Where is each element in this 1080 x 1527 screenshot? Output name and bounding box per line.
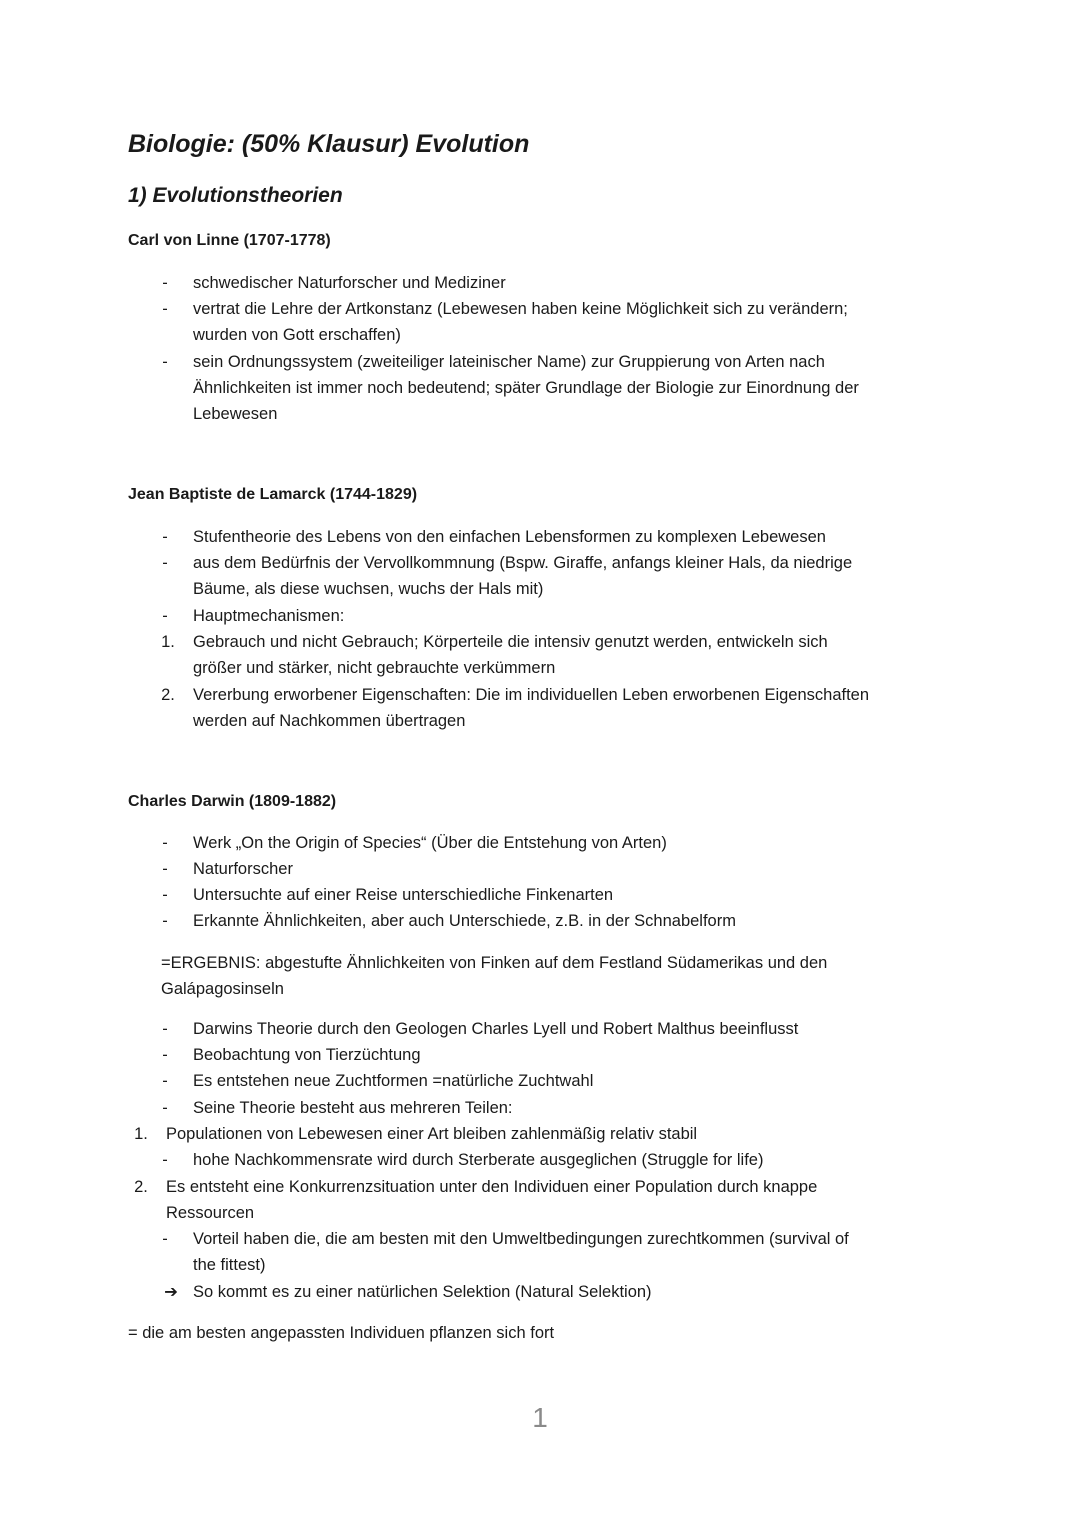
list-item: sein Ordnungssystem (zweiteiliger lateinischer Name) zur Gruppierung von Arten nach (193, 353, 825, 371)
list-item: Darwins Theorie durch den Geologen Charles Lyell und Robert Malthus beeinflusst (193, 1020, 799, 1038)
list-item: Stufentheorie des Lebens von den einfachen Lebensformen zu komplexen Lebewesen (193, 528, 826, 546)
list-number: 2. (161, 686, 175, 704)
list-item-continued: Ähnlichkeiten ist immer noch bedeutend; später Grundlage der Biologie zur Einordnung der (193, 379, 859, 397)
bullet-dash: - (162, 1230, 168, 1248)
list-number: 2. (134, 1178, 148, 1196)
numbered-item: Es entsteht eine Konkurrenzsituation unter den Individuen einer Population durch knappe (166, 1178, 818, 1196)
bullet-dash: - (162, 1151, 168, 1169)
bullet-dash: - (162, 607, 168, 625)
bullet-dash: - (162, 1099, 168, 1117)
linne-heading: Carl von Linne (1707-1778) (128, 232, 331, 249)
numbered-item-continued: werden auf Nachkommen übertragen (193, 712, 466, 730)
bullet-dash: - (162, 912, 168, 930)
list-item: Seine Theorie besteht aus mehreren Teilen: (193, 1099, 513, 1117)
list-number: 1. (134, 1125, 148, 1143)
darwin-heading: Charles Darwin (1809-1882) (128, 793, 337, 810)
section-title: 1) Evolutionstheorien (128, 184, 343, 207)
numbered-item: Vererbung erworbener Eigenschaften: Die im individuellen Leben erworbenen Eigenschaften (193, 686, 870, 704)
list-number: 1. (161, 633, 175, 651)
list-item: vertrat die Lehre der Artkonstanz (Lebewesen haben keine Möglichkeit sich zu verändern; (193, 300, 848, 318)
lamarck-heading: Jean Baptiste de Lamarck (1744-1829) (128, 486, 418, 503)
bullet-dash: - (162, 834, 168, 852)
bullet-dash: - (162, 528, 168, 546)
bullet-dash: - (162, 1072, 168, 1090)
bullet-dash: - (162, 274, 168, 292)
result-paragraph-continued: Galápagosinseln (161, 980, 284, 998)
numbered-item-continued: Ressourcen (166, 1204, 255, 1222)
list-item: aus dem Bedürfnis der Vervollkommnung (Bspw. Giraffe, anfangs kleiner Hals, da niedrige (193, 554, 853, 572)
document-title: Biologie: (50% Klausur) Evolution (128, 130, 530, 158)
list-item: Es entstehen neue Zuchtformen =natürliche Zuchtwahl (193, 1072, 594, 1090)
list-item: schwedischer Naturforscher und Mediziner (193, 274, 506, 292)
conclusion-item: So kommt es zu einer natürlichen Selektion (Natural Selektion) (193, 1283, 652, 1301)
bullet-dash: - (162, 860, 168, 878)
numbered-item-continued: größer und stärker, nicht gebrauchte verkümmern (193, 659, 556, 677)
list-item: Hauptmechanismen: (193, 607, 345, 625)
list-item-continued: Bäume, als diese wuchsen, wuchs der Hals mit) (193, 580, 544, 598)
list-item: Beobachtung von Tierzüchtung (193, 1046, 421, 1064)
list-item: Naturforscher (193, 860, 293, 878)
bullet-dash: - (162, 353, 168, 371)
numbered-item: Populationen von Lebewesen einer Art bleiben zahlenmäßig relativ stabil (166, 1125, 698, 1143)
list-item: Erkannte Ähnlichkeiten, aber auch Unterschiede, z.B. in der Schnabelform (193, 912, 736, 930)
bullet-dash: - (162, 554, 168, 572)
page-number: 1 (532, 1402, 548, 1433)
list-item-continued: Lebewesen (193, 405, 278, 423)
bullet-dash: - (162, 300, 168, 318)
list-item: Werk „On the Origin of Species“ (Über die Entstehung von Arten) (193, 834, 667, 852)
arrow-icon: ➔ (164, 1283, 178, 1301)
bullet-dash: - (162, 1046, 168, 1064)
result-paragraph: =ERGEBNIS: abgestufte Ähnlichkeiten von Finken auf dem Festland Südamerikas und den (161, 954, 828, 972)
list-item: Vorteil haben die, die am besten mit den Umweltbedingungen zurechtkommen (survival of (193, 1230, 849, 1248)
bullet-dash: - (162, 886, 168, 904)
list-item-continued: the fittest) (193, 1256, 266, 1274)
bullet-dash: - (162, 1020, 168, 1038)
summary-line: = die am besten angepassten Individuen pflanzen sich fort (128, 1324, 555, 1342)
list-item-continued: wurden von Gott erschaffen) (193, 326, 401, 344)
list-item: hohe Nachkommensrate wird durch Sterberate ausgeglichen (Struggle for life) (193, 1151, 764, 1169)
list-item: Untersuchte auf einer Reise unterschiedliche Finkenarten (193, 886, 614, 904)
numbered-item: Gebrauch und nicht Gebrauch; Körperteile die intensiv genutzt werden, entwickeln sich (193, 633, 828, 651)
